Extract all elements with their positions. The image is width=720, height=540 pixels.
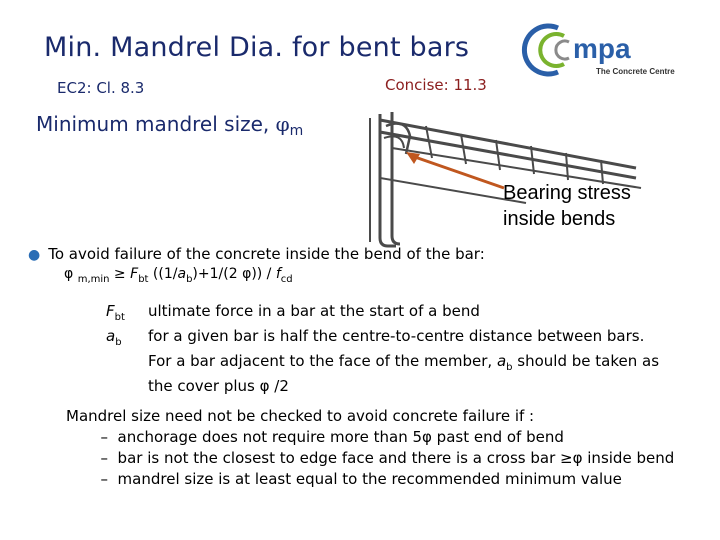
definition-row (106, 327, 659, 352)
heading-text: Minimum mandrel size, (36, 112, 276, 136)
logo-arc-grey (556, 41, 569, 59)
definition-term (106, 377, 148, 396)
mpa-logo (538, 22, 675, 82)
formula-mid1: ((1/ (148, 266, 178, 282)
callout-line-1: Bearing stress (503, 182, 631, 204)
link-bar (392, 112, 400, 244)
logo-wordmark: mpa (573, 33, 631, 64)
logo-tagline: The Concrete Centre (596, 67, 675, 76)
formula-ge: ≥ (109, 266, 131, 282)
dash-marker: – (100, 449, 108, 467)
formula-a-sub: b (186, 273, 193, 285)
section-heading (36, 112, 303, 139)
definition-row (106, 352, 659, 377)
phi-symbol: φ (275, 112, 290, 136)
definition-row (106, 377, 659, 396)
formula-a: a (177, 266, 187, 282)
longitudinal-bar (380, 120, 636, 168)
bullet-item (28, 245, 485, 263)
definition-text: For a bar adjacent to the face of the member, $a_b$ should be taken as (148, 352, 660, 373)
formula-fcd: f (275, 266, 281, 282)
condition-item (66, 469, 674, 490)
formula-mid2: )+1/(2 (192, 266, 243, 282)
definition-row (106, 302, 659, 327)
formula-fcd-sub: cd (280, 273, 293, 285)
callout-arrow-line (412, 156, 504, 188)
formula-phi-sub: m,min (77, 273, 110, 285)
bearing-stress-callout (503, 180, 631, 232)
bullet-text: To avoid failure of the concrete inside the bend of the bar: (48, 245, 485, 263)
formula-mid3: )) / (251, 266, 276, 282)
formula-phi2: φ (242, 266, 252, 282)
slide-title: Min. Mandrel Dia. for bent bars (44, 32, 470, 63)
definition-text: the cover plus φ /2 (148, 377, 289, 395)
code-reference-concise: Concise: 11.3 (385, 76, 487, 94)
condition-text: anchorage does not require more than 5φ past end of bend (117, 428, 564, 446)
definition-term: $F_{bt}$ (106, 302, 125, 323)
formula-f-sub: bt (138, 273, 149, 285)
mandrel-conditions (66, 407, 674, 490)
dash-marker: – (100, 470, 108, 488)
bullet-dot-icon: ● (28, 247, 41, 263)
definition-text: for a given bar is half the centre-to-centre distance between bars. (148, 327, 645, 345)
definition-text: ultimate force in a bar at the start of a bend (148, 302, 480, 320)
condition-text: mandrel size is at least equal to the recommended minimum value (117, 470, 622, 488)
definition-term: $a_b$ (106, 327, 122, 348)
formula-f: F (130, 266, 139, 282)
definition-term (106, 352, 148, 377)
code-reference-ec2: EC2: Cl. 8.3 (57, 79, 145, 97)
formula-phi: φ (64, 266, 74, 282)
mandrel-intro: Mandrel size need not be checked to avoid concrete failure if : (66, 407, 535, 425)
dash-marker: – (100, 428, 108, 446)
bend-hook (384, 136, 404, 148)
condition-item (66, 448, 674, 469)
callout-line-2: inside bends (503, 208, 616, 230)
heading-subscript: m (289, 123, 304, 139)
definitions-list (106, 302, 659, 396)
condition-item (66, 427, 674, 448)
logo-arc-green (540, 34, 564, 66)
condition-text: bar is not the closest to edge face and there is a cross bar ≥φ inside bend (117, 449, 675, 467)
mandrel-formula (64, 266, 293, 285)
